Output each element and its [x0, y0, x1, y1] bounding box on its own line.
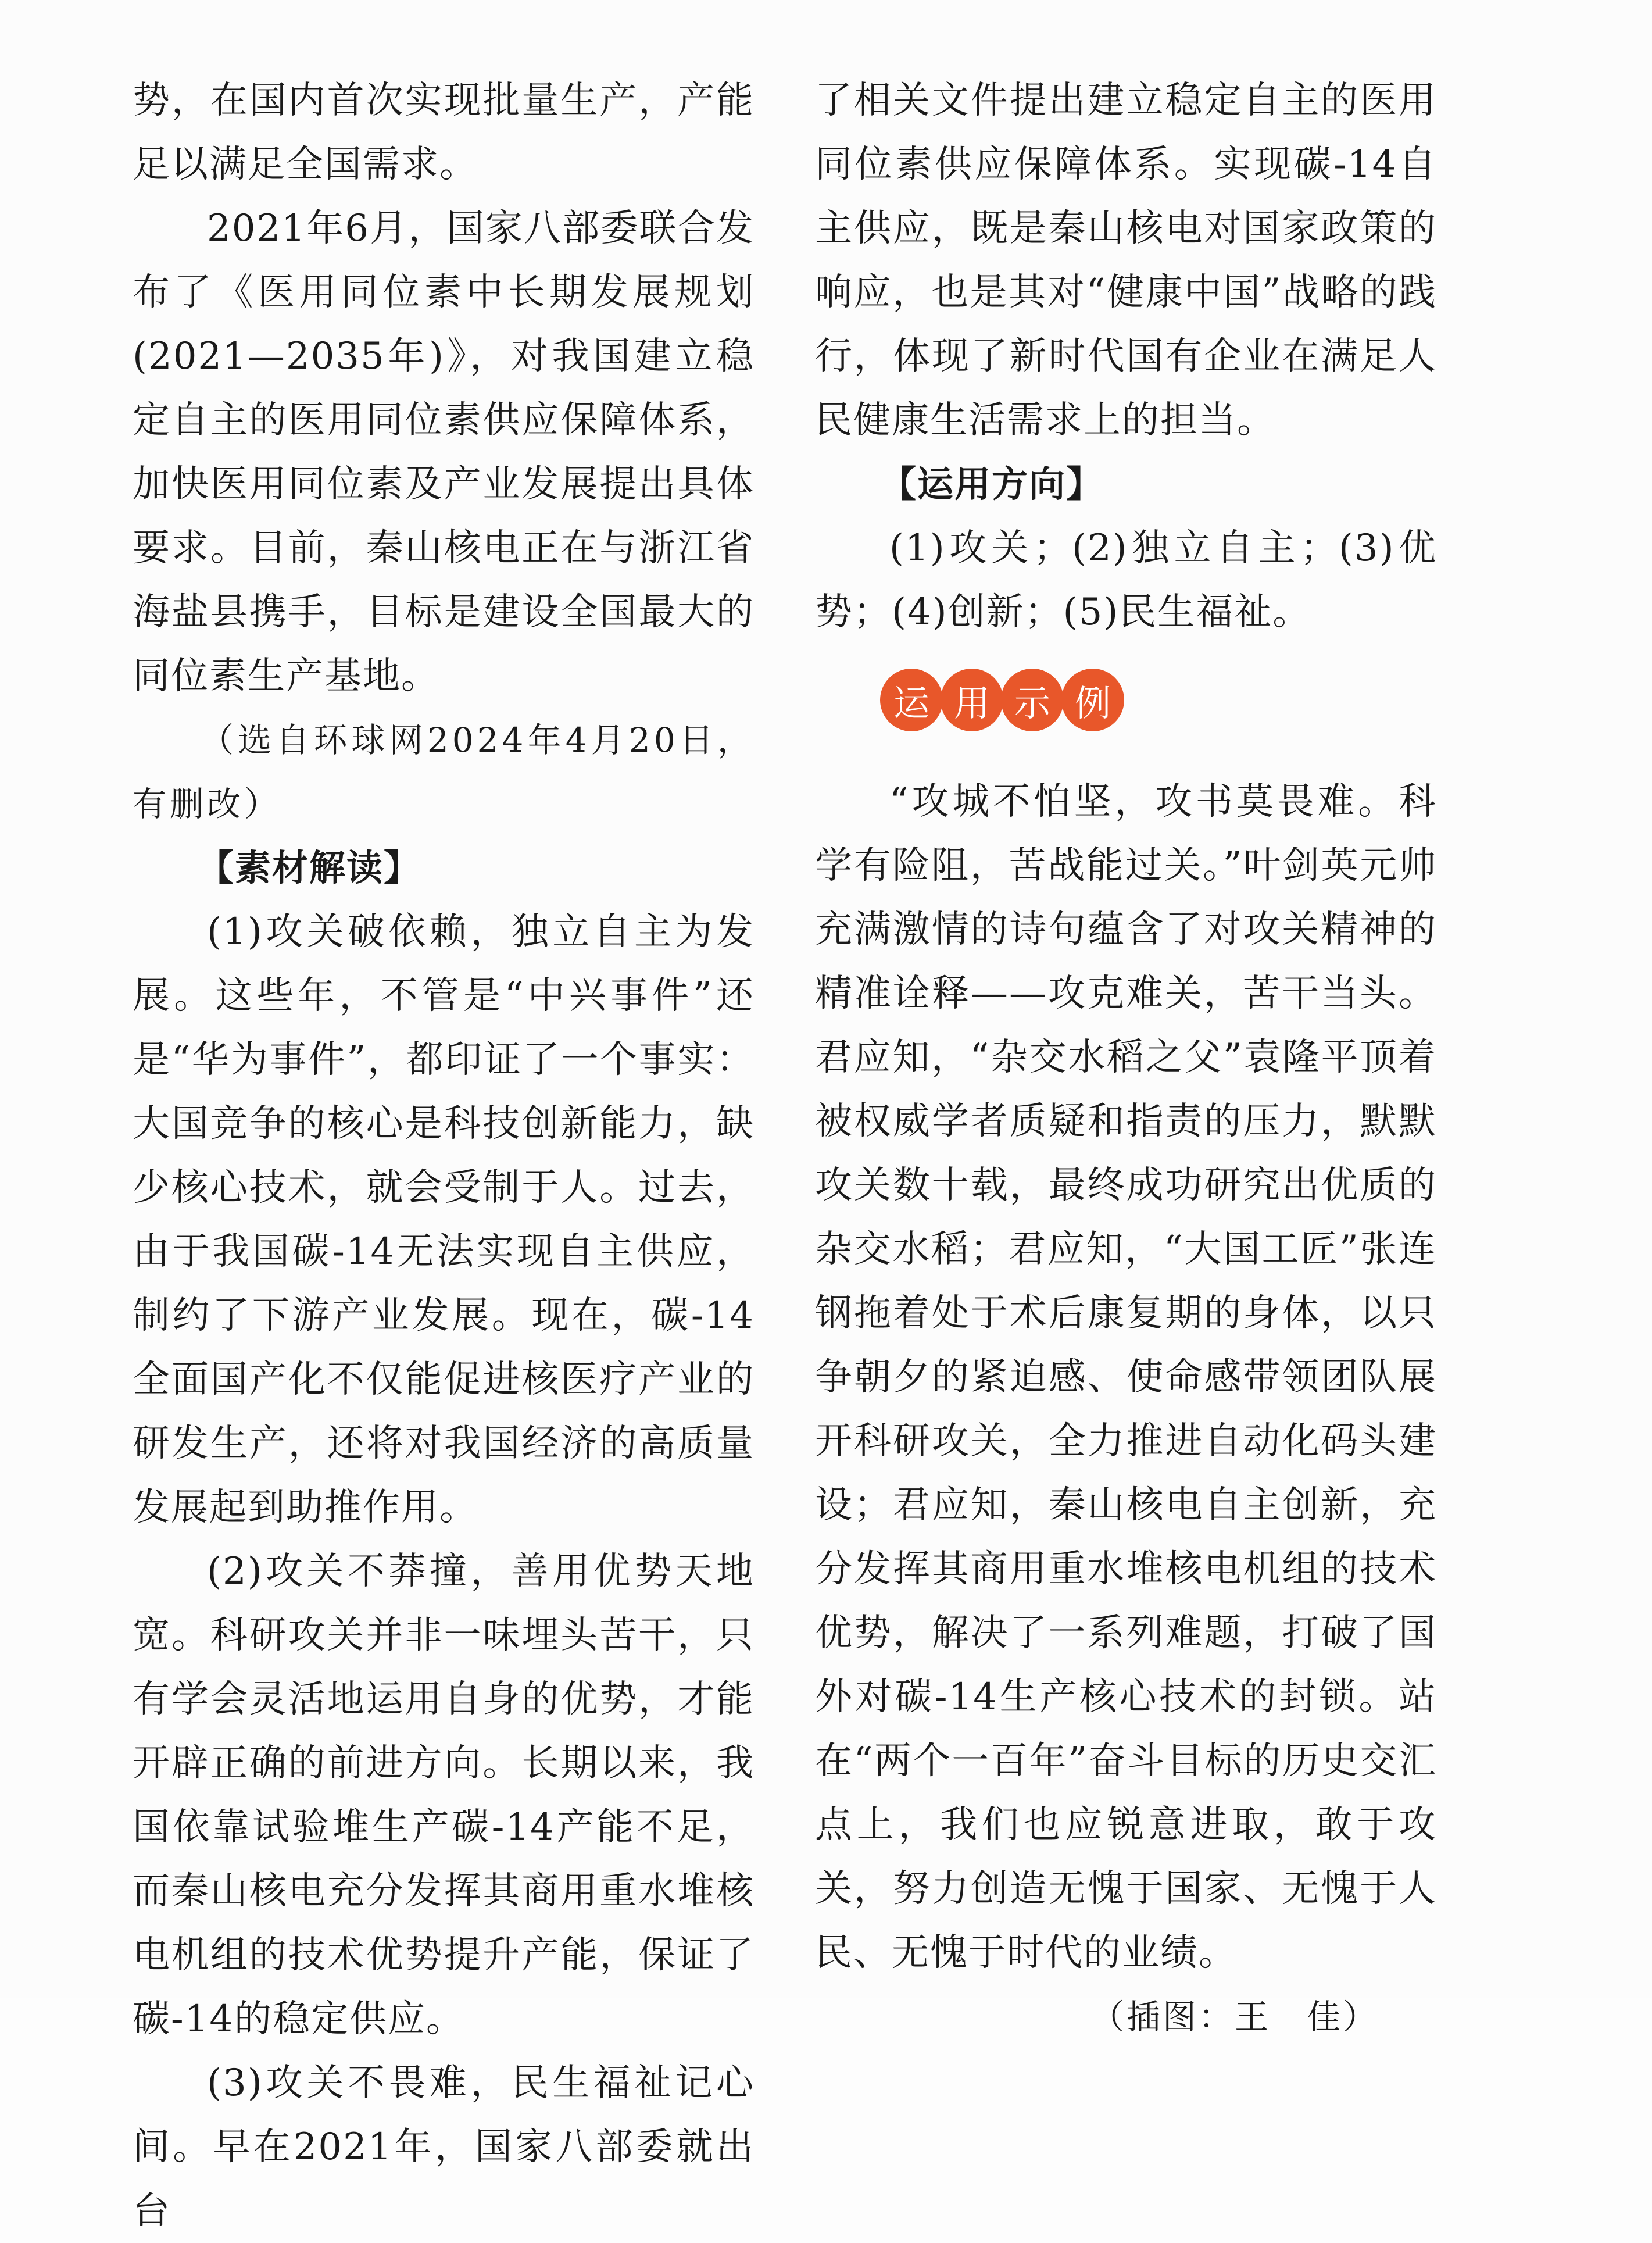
- badge-char: 用: [941, 669, 1003, 731]
- heading-material-interpretation: 【素材解读】: [198, 847, 421, 889]
- illustration-credit: （插图：王 佳）: [1090, 1997, 1379, 2037]
- badge-char: 例: [1061, 669, 1124, 731]
- right-column: [815, 69, 1437, 2049]
- paragraph-example: “攻城不怕坚，攻书莫畏难。科学有险阻，苦战能过关。”叶剑英元帅充满激情的诗句蕴含了对攻关精神的精准诠释——攻克难关，苦干当头。君应知，“杂交水稻之父”袁隆平顶着被权威学者质疑和指责的压力，默默攻关数十载，最终成功研究出优质的杂交水稻；君应知，“大国工匠”张连钢拖着处于术后康复期的身体，以只争朝夕的紧迫感、使命感带领团队展开科研攻关，全力推进自动化码头建设；君应知，秦山核电自主创新，充分发挥其商用重水堆核电机组的技术优势，解决了一系列难题，打破了国外对碳-14生产核心技术的封锁。站在“两个一百年”奋斗目标的历史交汇点上，我们也应锐意进取，敢于攻关，努力创造无愧于国家、无愧于人民、无愧于时代的业绩。: [815, 780, 1437, 1974]
- source-citation: （选自环球网2024年4月20日，有删改）: [133, 720, 755, 824]
- heading-application-direction: 【运用方向】: [880, 463, 1104, 505]
- paragraph-directions: (1)攻关；(2)独立自主；(3)优势；(4)创新；(5)民生福祉。: [815, 527, 1437, 634]
- badge-char: 运: [880, 669, 943, 731]
- section-badge-application-example: [815, 665, 1437, 735]
- paragraph-interpretation-3: (3)攻关不畏难，民生福祉记心间。早在2021年，国家八部委就出台: [133, 2062, 755, 2233]
- paragraph-continuation-right: 了相关文件提出建立稳定自主的医用同位素供应保障体系。实现碳-14自主供应，既是秦山核电对国家政策的响应，也是其对“健康中国”战略的践行，体现了新时代国有企业在满足人民健康生活需求上的担当。: [815, 79, 1437, 442]
- left-column: [133, 69, 755, 2243]
- paragraph-interpretation-1: (1)攻关破依赖，独立自主为发展。这些年，不管是“中兴事件”还是“华为事件”，都印证了一个事实：大国竞争的核心是科技创新能力，缺少核心技术，就会受制于人。过去，由于我国碳-14无法实现自主供应，制约了下游产业发展。现在，碳-14全面国产化不仅能促进核医疗产业的研发生产，还将对我国经济的高质量发展起到助推作用。: [133, 910, 755, 1529]
- paragraph-plan-release: 2021年6月，国家八部委联合发布了《医用同位素中长期发展规划(2021—2035年)》，对我国建立稳定自主的医用同位素供应保障体系，加快医用同位素及产业发展提出具体要求。目前，秦山核电正在与浙江省海盐县携手，目标是建设全国最大的同位素生产基地。: [133, 207, 755, 698]
- badge-char: 示: [1001, 669, 1064, 731]
- paragraph-continuation: 势，在国内首次实现批量生产，产能足以满足全国需求。: [133, 79, 755, 186]
- paragraph-interpretation-2: (2)攻关不莽撞，善用优势天地宽。科研攻关并非一味埋头苦干，只有学会灵活地运用自身的优势，才能开辟正确的前进方向。长期以来，我国依靠试验堆生产碳-14产能不足，而秦山核电充分发挥其商用重水堆核电机组的技术优势提升产能，保证了碳-14的稳定供应。: [133, 1550, 755, 2041]
